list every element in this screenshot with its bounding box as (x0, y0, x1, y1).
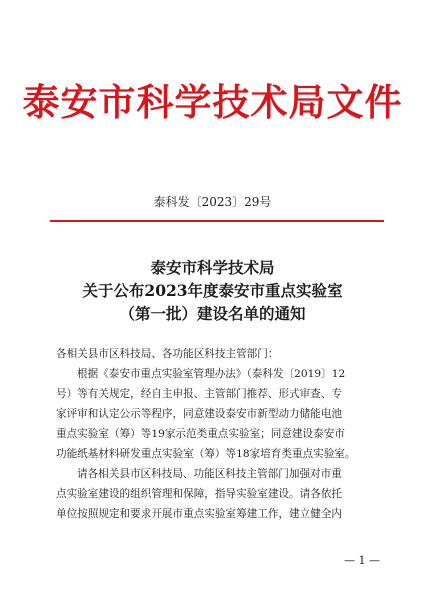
document-body (56, 344, 376, 524)
body-line: 点实验室建设的组织管理和保障，指导实验室建设。请各依托 (56, 488, 343, 500)
body-line: 单位按照规定和要求开展市重点实验室筹建工作，建立健全内 (56, 508, 343, 520)
page-number: — 1 — (344, 554, 380, 567)
body-line: 请各相关县市区科技局、功能区科技主管部门加强对市重 (77, 468, 342, 480)
body-line: 功能纸基材料研发重点实验室（筹）等18家培育类重点实验室。 (56, 448, 356, 460)
body-line: 根据《泰安市重点实验室管理办法》（泰科发〔2019〕12 (77, 368, 346, 380)
document-masthead: 泰安市科学技术局文件 (22, 80, 403, 124)
document-title (0, 256, 425, 325)
document-number: 泰科发〔2023〕29号 (153, 195, 272, 209)
body-line: 号）等有关规定，经自主申报、主管部门推荐、形式审查、专 (56, 388, 343, 400)
title-line-2: 关于公布2023年度泰安市重点实验室 (82, 281, 343, 300)
title-line-3: （第一批）建设名单的通知 (119, 304, 306, 323)
red-divider-line (50, 220, 384, 222)
title-line-1: 泰安市科学技术局 (150, 258, 275, 277)
salutation: 各相关县市区科技局、各功能区科技主管部门： (56, 348, 279, 360)
body-line: 家评审和认定公示等程序，同意建设泰安市新型动力储能电池 (56, 408, 343, 420)
body-line: 重点实验室（筹）等19家示范类重点实验室；同意建设泰安市 (56, 428, 345, 440)
